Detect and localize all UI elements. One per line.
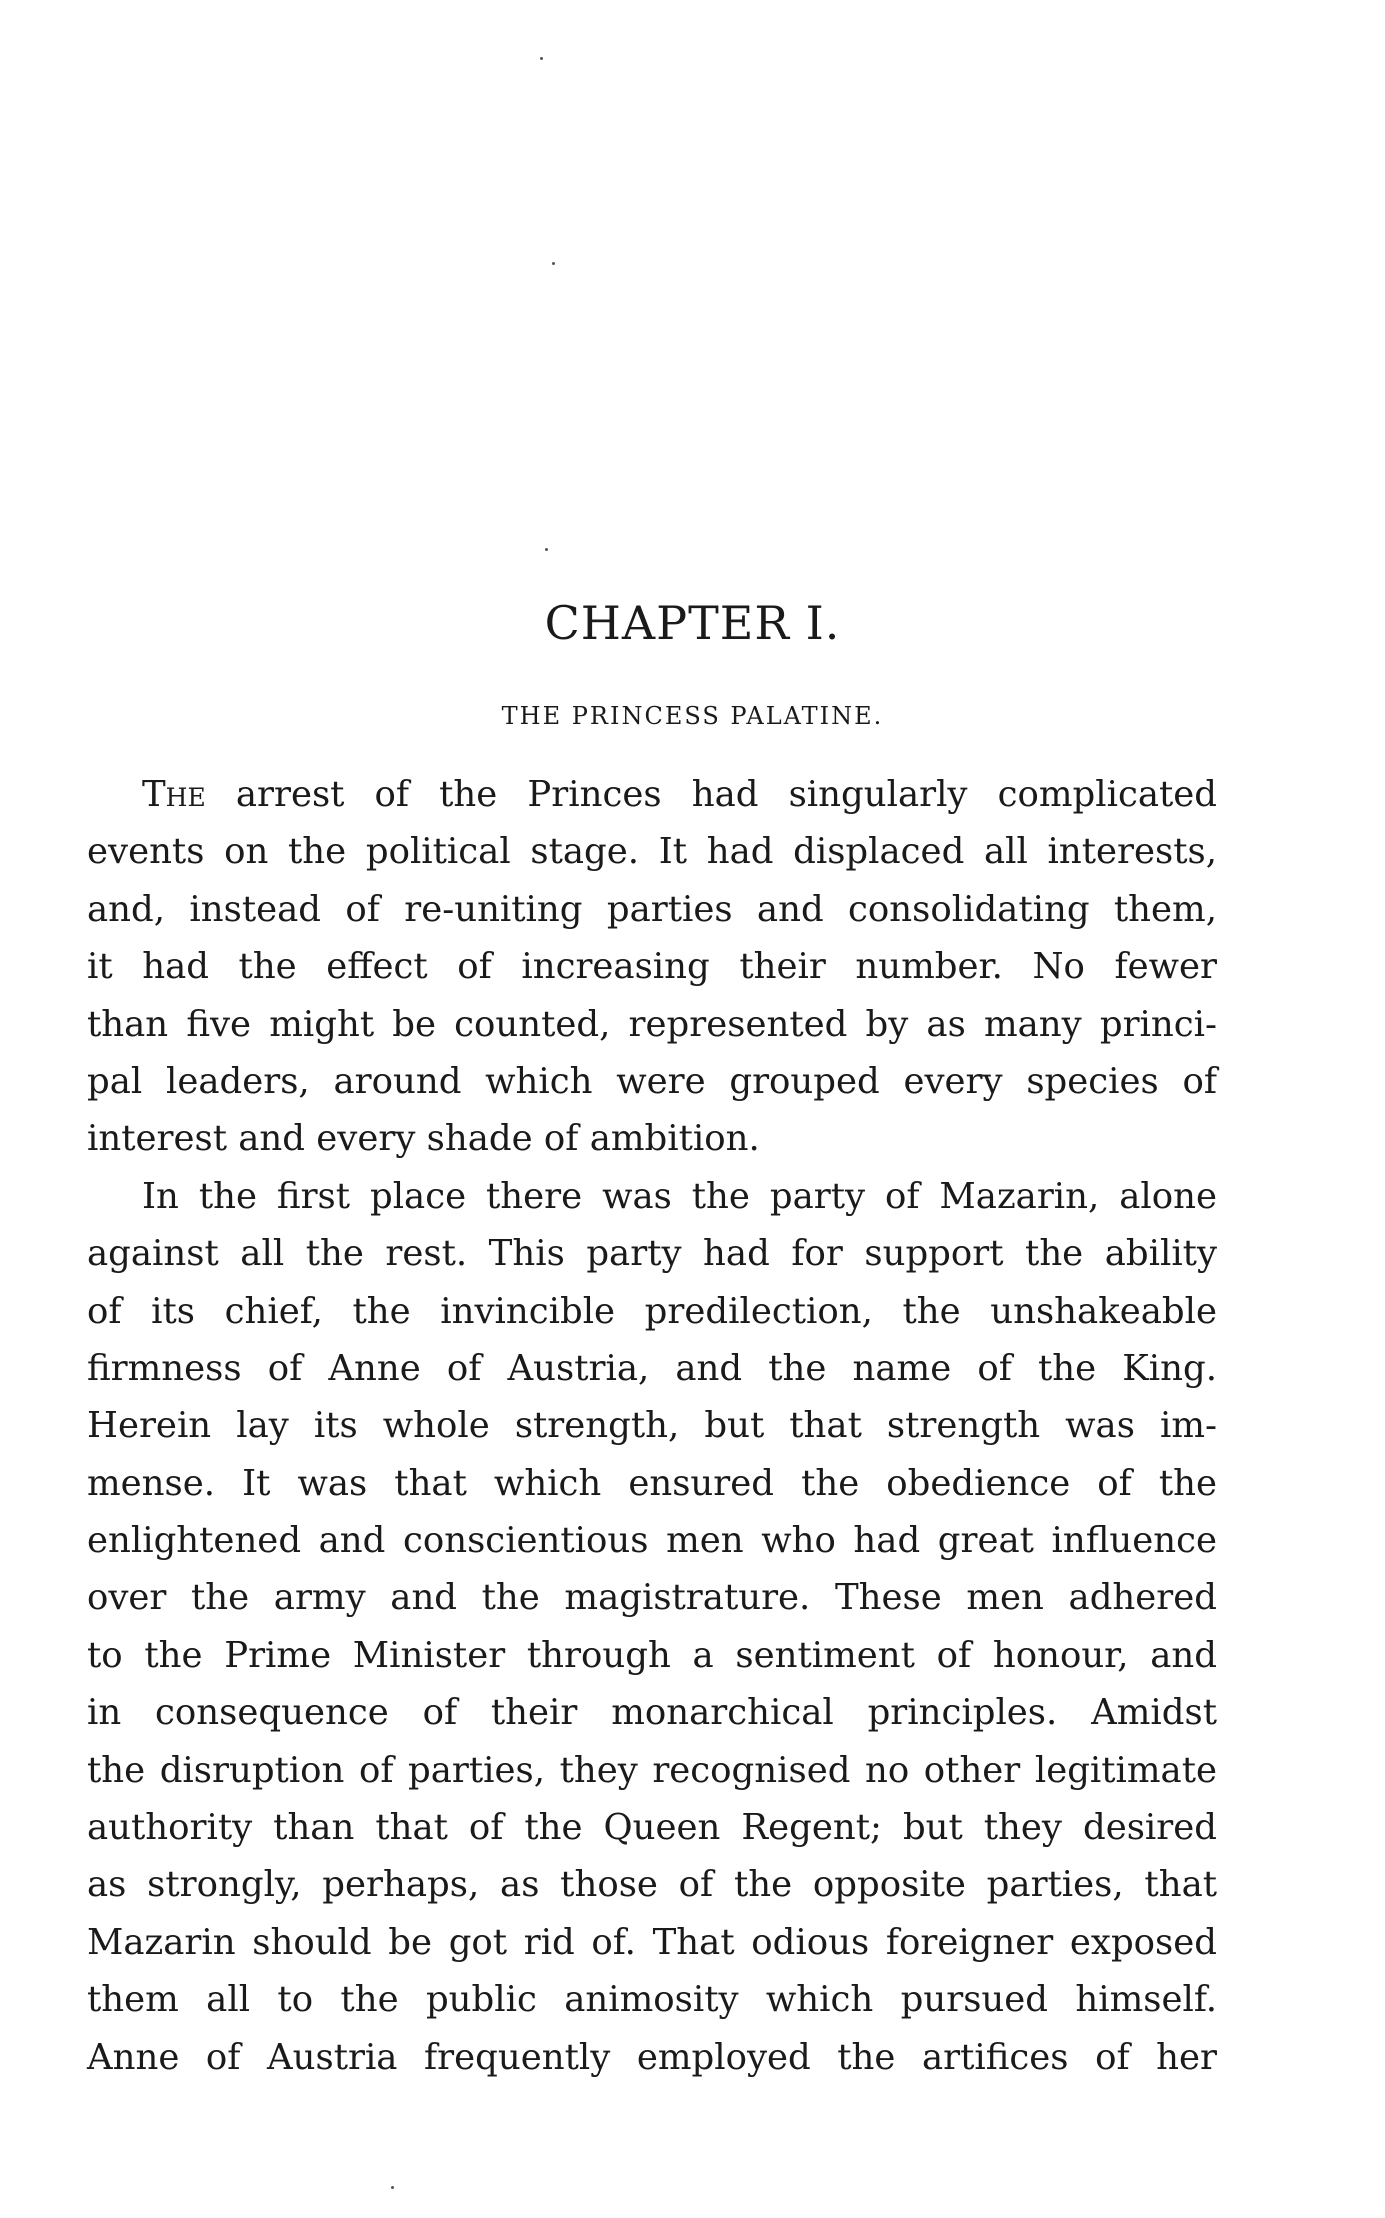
text-line: The arrest of the Princes had singularly complicated xyxy=(142,774,1217,815)
print-speck xyxy=(545,548,548,551)
body-text xyxy=(87,766,1217,2086)
text-line: Herein lay its whole strength, but that strength was im- xyxy=(87,1405,1217,1447)
print-speck xyxy=(391,2186,394,2189)
text-line: authority than that of the Queen Regent; but they desired xyxy=(87,1807,1217,1849)
text-line: against all the rest. This party had for support the ability xyxy=(87,1233,1217,1275)
text-line: interest and every shade of ambition. xyxy=(87,1118,760,1160)
print-speck xyxy=(540,57,543,60)
chapter-subtitle: THE PRINCESS PALATINE. xyxy=(501,702,884,730)
text-line: pal leaders, around which were grouped every species of xyxy=(87,1060,1217,1102)
text-line: mense. It was that which ensured the obedience of the xyxy=(87,1462,1217,1504)
print-speck xyxy=(552,262,555,265)
text-line: events on the political stage. It had displaced all interests, xyxy=(87,831,1217,873)
text-line: and, instead of re-uniting parties and consolidating them, xyxy=(87,888,1217,930)
text-line: in consequence of their monarchical principles. Amidst xyxy=(87,1692,1217,1734)
drop-word: The xyxy=(142,774,206,815)
text-line: enlightened and conscientious men who had great influence xyxy=(87,1520,1217,1562)
text-line: as strongly, perhaps, as those of the opposite parties, that xyxy=(87,1864,1217,1906)
text-line: Anne of Austria frequently employed the artifices of her xyxy=(87,2036,1217,2078)
text-line: them all to the public animosity which pursued himself. xyxy=(87,1979,1217,2021)
text-line: than five might be counted, represented by as many princi- xyxy=(87,1003,1217,1045)
text-line: it had the effect of increasing their number. No fewer xyxy=(87,946,1217,988)
text-line: over the army and the magistrature. These men adhered xyxy=(87,1577,1217,1619)
text-line: the disruption of parties, they recognised no other legitimate xyxy=(87,1749,1217,1791)
text-line: firmness of Anne of Austria, and the name of the King. xyxy=(87,1347,1217,1389)
chapter-title: CHAPTER I. xyxy=(544,596,841,650)
text-line: of its chief, the invincible predilection, the unshakeable xyxy=(87,1290,1217,1332)
text-line: to the Prime Minister through a sentiment of honour, and xyxy=(87,1634,1217,1676)
text-line: Mazarin should be got rid of. That odious foreigner exposed xyxy=(87,1921,1217,1963)
text-line: In the first place there was the party of Mazarin, alone xyxy=(142,1175,1217,1217)
